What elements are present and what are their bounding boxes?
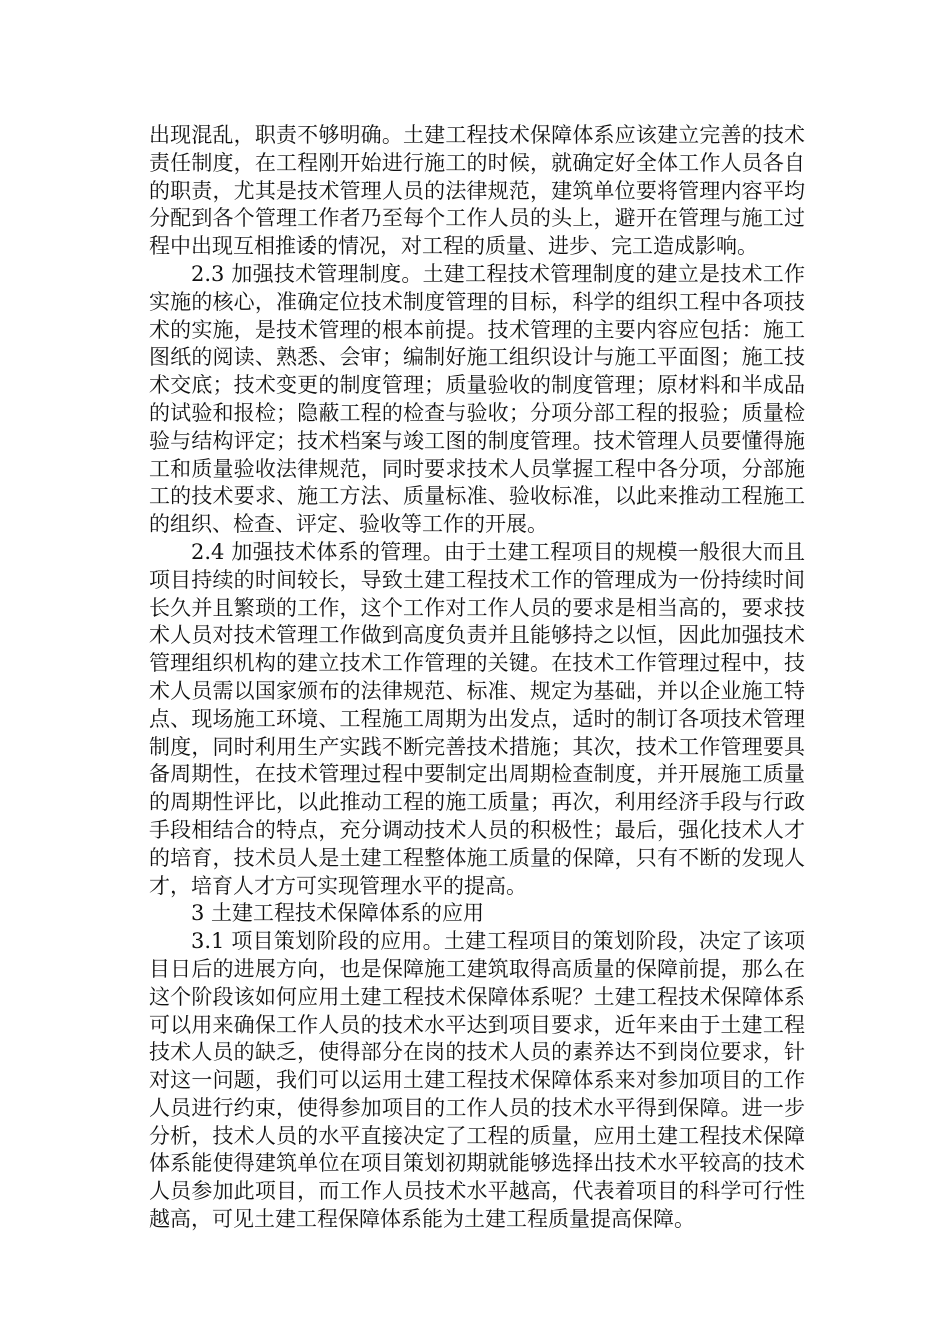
paragraph-2-3: 2.3 加强技术管理制度。土建工程技术管理制度的建立是技术工作实施的核心，准确定位技术制度管理的目标，科学的组织工程中各项技术的实施，是技术管理的根本前提。技术管理的主要内容应包括：施工图纸的阅读、熟悉、会审；编制好施工组织设计与施工平面图；施工技术交底；技术变更的制度管理；质量验收的制度管理；原材料和半成品的试验和报检；隐蔽工程的检查与验收；分项分部工程的报验；质量检验与结构评定；技术档案与竣工图的制度管理。技术管理人员要懂得施工和质量验收法律规范，同时要求技术人员掌握工程中各分项，分部施工的技术要求、施工方法、质量标准、验收标准，以此来推动工程施工的组织、检查、评定、验收等工作的开展。	[149, 261, 805, 537]
paragraph-continuation: 出现混乱，职责不够明确。土建工程技术保障体系应该建立完善的技术责任制度，在工程刚开始进行施工的时候，就确定好全体工作人员各自的职责，尤其是技术管理人员的法律规范，建筑单位要将管理内容平均分配到各个管理工作者乃至每个工作人员的头上，避开在管理与施工过程中出现互相推诿的情况，对工程的质量、进步、完工造成影响。	[149, 123, 805, 259]
paragraph-3-1: 3.1 项目策划阶段的应用。土建工程项目的策划阶段，决定了该项目日后的进展方向，也是保障施工建筑取得高质量的保障前提，那么在这个阶段该如何应用土建工程技术保障体系呢？土建工程技术保障体系可以用来确保工作人员的技术水平达到项目要求，近年来由于土建工程技术人员的缺乏，使得部分在岗的技术人员的素养达不到岗位要求，针对这一问题，我们可以运用土建工程技术保障体系来对参加项目的工作人员进行约束，使得参加项目的工作人员的技术水平得到保障。进一步分析，技术人员的水平直接决定了工程的质量，应用土建工程技术保障体系能使得建筑单位在项目策划初期就能够选择出技术水平较高的技术人员参加此项目，而工作人员技术水平越高，代表着项目的科学可行性越高，可见土建工程保障体系能为土建工程质量提高保障。	[149, 929, 805, 1232]
body-text	[149, 122, 805, 1234]
paragraph-2-4: 2.4 加强技术体系的管理。由于土建工程项目的规模一般很大而且项目持续的时间较长，导致土建工程技术工作的管理成为一份持续时间长久并且繁琐的工作，这个工作对工作人员的要求是相当高的，要求技术人员对技术管理工作做到高度负责并且能够持之以恒，因此加强技术管理组织机构的建立技术工作管理的关键。在技术工作管理过程中，技术人员需以国家颁布的法律规范、标准、规定为基础，并以企业施工特点、现场施工环境、工程施工周期为出发点，适时的制订各项技术管理制度，同时利用生产实践不断完善技术措施；其次，技术工作管理要具备周期性，在技术管理过程中要制定出周期检查制度，并开展施工质量的周期性评比，以此推动工程的施工质量；再次，利用经济手段与行政手段相结合的特点，充分调动技术人员的积极性；最后，强化技术人才的培育，技术员人是土建工程整体施工质量的保障，只有不断的发现人才，培育人才方可实现管理水平的提高。	[149, 539, 805, 898]
section-heading-3: 3 土建工程技术保障体系的应用	[191, 901, 485, 926]
